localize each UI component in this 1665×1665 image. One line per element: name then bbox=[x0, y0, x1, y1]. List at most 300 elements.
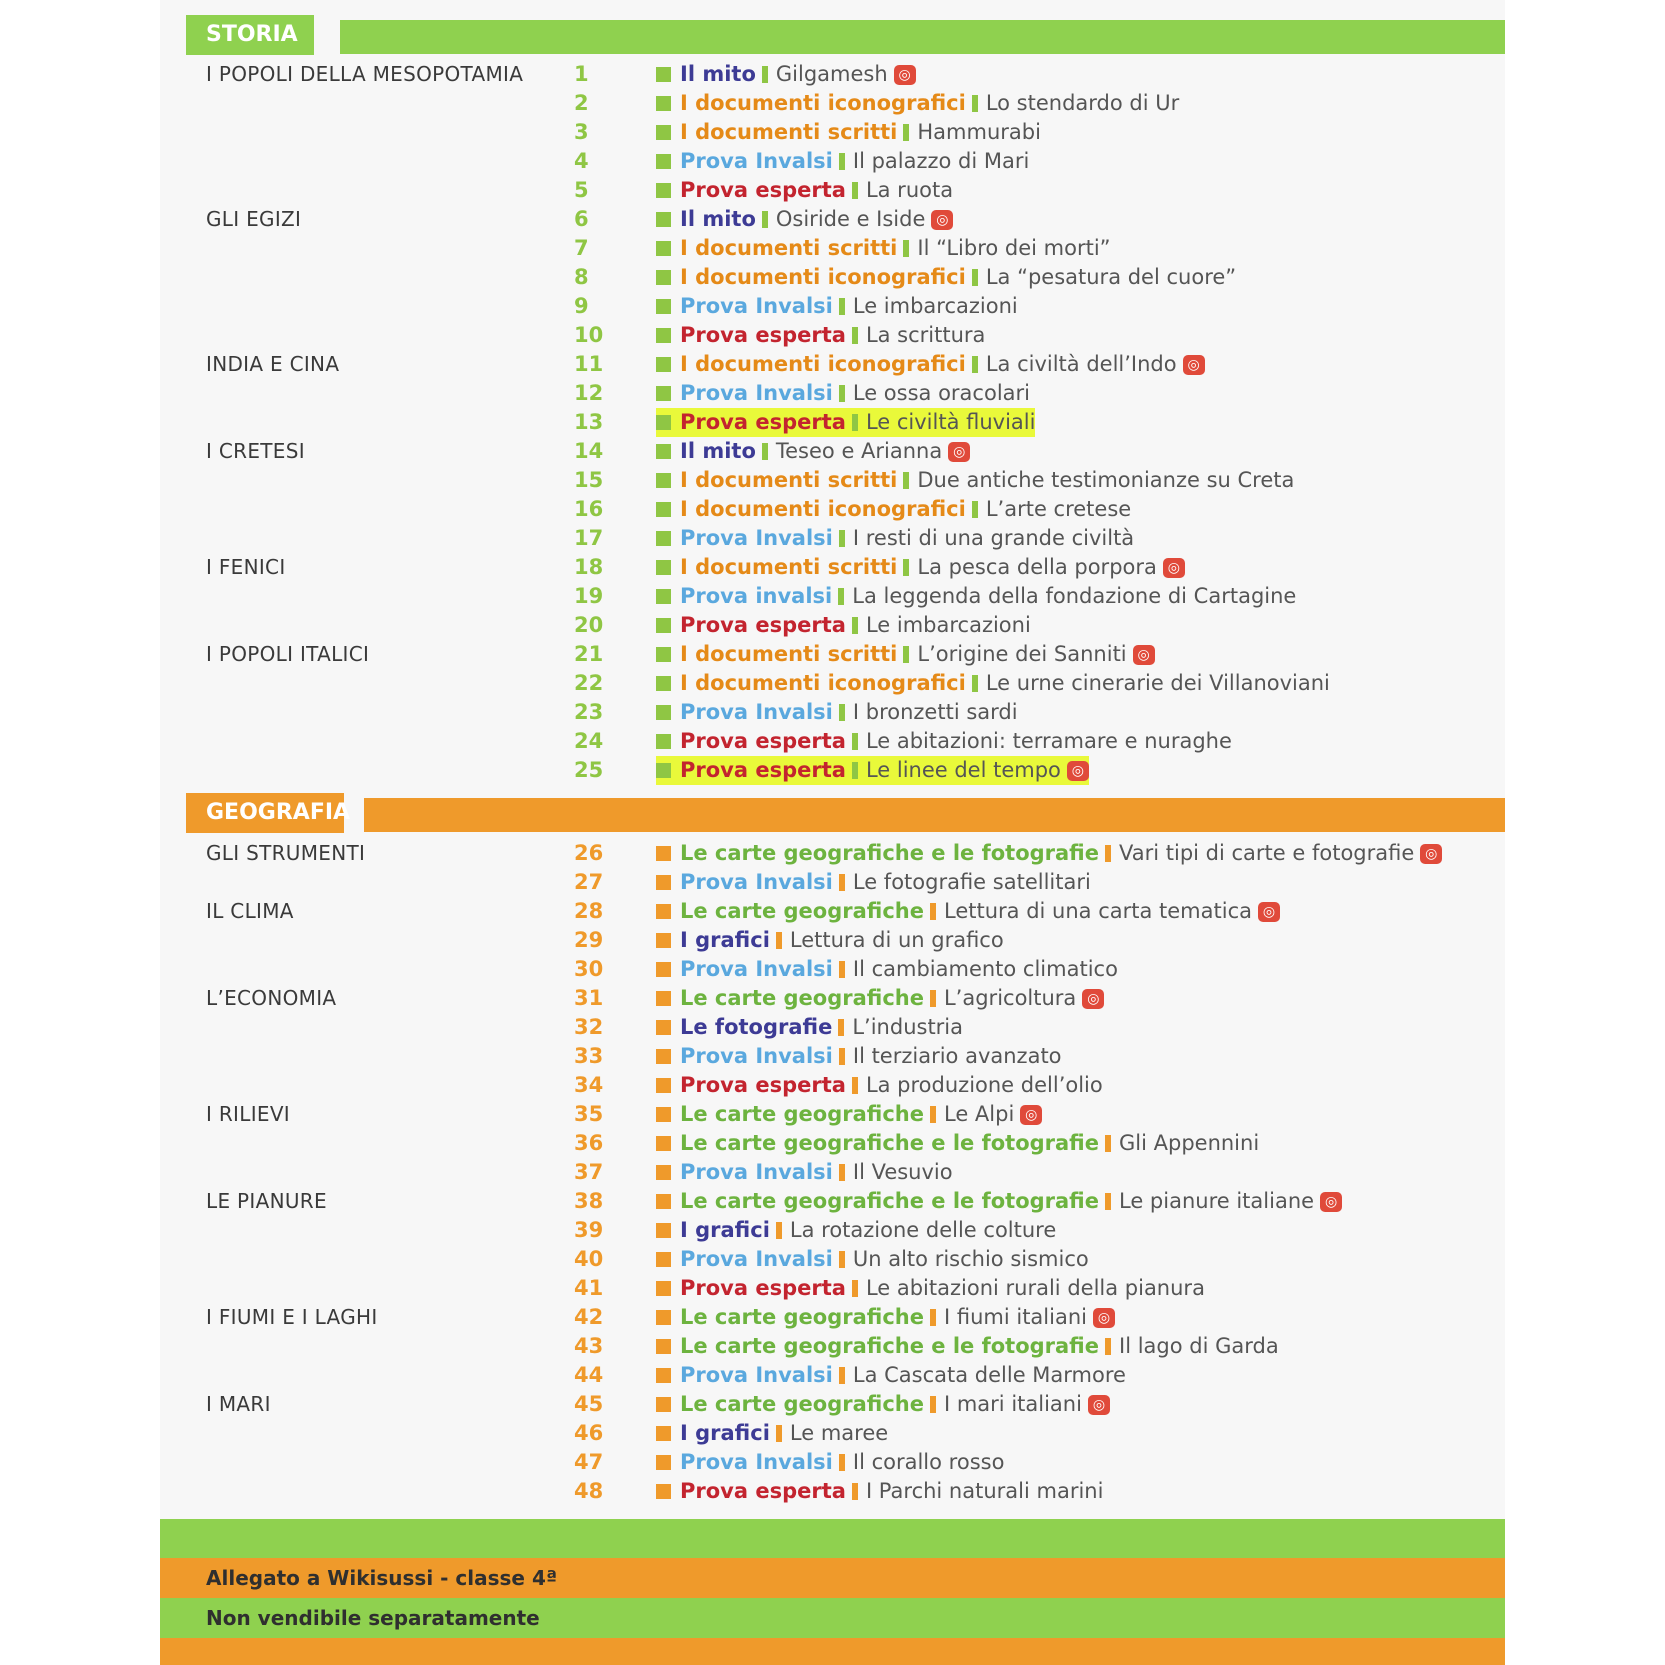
entry bbox=[656, 379, 1030, 408]
item-number: 3 bbox=[574, 120, 589, 144]
entry bbox=[656, 926, 1004, 955]
topic-label: I MARI bbox=[206, 1392, 271, 1416]
entry bbox=[656, 1013, 963, 1042]
bullet-square-icon bbox=[656, 705, 671, 720]
entry-title: Le Alpi bbox=[943, 1102, 1015, 1126]
footer-stripe-green bbox=[160, 1519, 1505, 1558]
bullet-square-icon bbox=[656, 299, 671, 314]
entry-category: Prova esperta bbox=[680, 323, 846, 347]
highlighted-entry bbox=[656, 756, 1089, 785]
bullet-square-icon bbox=[656, 386, 671, 401]
separator-bar-icon bbox=[839, 1164, 845, 1181]
entry bbox=[656, 263, 1236, 292]
item-number: 2 bbox=[574, 91, 589, 115]
entry-title: L’origine dei Sanniti bbox=[917, 642, 1127, 666]
item-number: 10 bbox=[574, 323, 604, 347]
entry-title: Le imbarcazioni bbox=[865, 613, 1031, 637]
item-number: 27 bbox=[574, 870, 604, 894]
entry bbox=[656, 1042, 1062, 1071]
item-number: 42 bbox=[574, 1305, 604, 1329]
entry bbox=[656, 1332, 1279, 1361]
separator-bar-icon bbox=[903, 240, 909, 257]
separator-bar-icon bbox=[1105, 1338, 1111, 1355]
item-number: 40 bbox=[574, 1247, 604, 1271]
bullet-square-icon bbox=[656, 1107, 671, 1122]
digital-resource-icon[interactable]: ◎ bbox=[894, 65, 916, 85]
entry-category: I documenti iconografici bbox=[680, 497, 966, 521]
bullet-square-icon bbox=[656, 183, 671, 198]
entry bbox=[656, 495, 1131, 524]
item-number: 30 bbox=[574, 957, 604, 981]
storia-header bbox=[160, 20, 1505, 54]
bullet-square-icon bbox=[656, 1310, 671, 1325]
bullet-square-icon bbox=[656, 241, 671, 256]
item-number: 38 bbox=[574, 1189, 604, 1213]
bullet-square-icon bbox=[656, 502, 671, 517]
entry bbox=[656, 839, 1442, 868]
bullet-square-icon bbox=[656, 1252, 671, 1267]
digital-resource-icon[interactable]: ◎ bbox=[1420, 844, 1442, 864]
digital-resource-icon[interactable]: ◎ bbox=[1020, 1105, 1042, 1125]
separator-bar-icon bbox=[776, 932, 782, 949]
topic-label: GLI STRUMENTI bbox=[206, 841, 366, 865]
entry-title: Il Vesuvio bbox=[852, 1160, 953, 1184]
entry bbox=[656, 640, 1155, 669]
item-number: 36 bbox=[574, 1131, 604, 1155]
digital-resource-icon[interactable]: ◎ bbox=[1320, 1192, 1342, 1212]
item-number: 12 bbox=[574, 381, 604, 405]
topic-label: L’ECONOMIA bbox=[206, 986, 337, 1010]
entry-title: Il cambiamento climatico bbox=[852, 957, 1118, 981]
footer-note-vendibile: Non vendibile separatamente bbox=[206, 1606, 540, 1630]
entry bbox=[656, 205, 953, 234]
geografia-heading: GEOGRAFIA bbox=[186, 793, 344, 833]
separator-bar-icon bbox=[930, 1396, 936, 1413]
separator-bar-icon bbox=[838, 1019, 844, 1036]
topic-label: GLI EGIZI bbox=[206, 207, 302, 231]
separator-bar-icon bbox=[839, 704, 845, 721]
separator-bar-icon bbox=[852, 617, 858, 634]
entry-category: I documenti iconografici bbox=[680, 352, 966, 376]
entry-category: Prova esperta bbox=[680, 1479, 846, 1503]
bullet-square-icon bbox=[656, 531, 671, 546]
digital-resource-icon[interactable]: ◎ bbox=[1088, 1395, 1110, 1415]
entry-title: Le ossa oracolari bbox=[852, 381, 1030, 405]
separator-bar-icon bbox=[839, 153, 845, 170]
entry-title: La Cascata delle Marmore bbox=[852, 1363, 1126, 1387]
separator-bar-icon bbox=[930, 903, 936, 920]
entry-category: I documenti scritti bbox=[680, 555, 898, 579]
entry-title: La leggenda della fondazione di Cartagine bbox=[852, 584, 1297, 608]
item-number: 39 bbox=[574, 1218, 604, 1242]
entry-category: Prova invalsi bbox=[680, 584, 833, 608]
item-number: 5 bbox=[574, 178, 589, 202]
entry-category: I grafici bbox=[680, 1218, 770, 1242]
separator-bar-icon bbox=[972, 675, 978, 692]
separator-bar-icon bbox=[776, 1222, 782, 1239]
item-number: 21 bbox=[574, 642, 604, 666]
separator-bar-icon bbox=[839, 961, 845, 978]
bullet-square-icon bbox=[656, 1020, 671, 1035]
item-number: 31 bbox=[574, 986, 604, 1010]
separator-bar-icon bbox=[852, 1280, 858, 1297]
separator-bar-icon bbox=[903, 646, 909, 663]
topic-label: IL CLIMA bbox=[206, 899, 294, 923]
entry-category: Le carte geografiche bbox=[680, 1305, 924, 1329]
item-number: 25 bbox=[574, 758, 604, 782]
storia-heading: STORIA bbox=[186, 15, 314, 55]
entry bbox=[656, 868, 1091, 897]
entry-category: I documenti iconografici bbox=[680, 671, 966, 695]
separator-bar-icon bbox=[762, 211, 768, 228]
entry-title: La pesca della porpora bbox=[917, 555, 1157, 579]
footer-note-allegato: Allegato a Wikisussi - classe 4ª bbox=[206, 1566, 558, 1590]
entry-title: Il corallo rosso bbox=[852, 1450, 1005, 1474]
entry-title: La “pesatura del cuore” bbox=[985, 265, 1237, 289]
separator-bar-icon bbox=[852, 1483, 858, 1500]
entry bbox=[656, 1216, 1056, 1245]
bullet-square-icon bbox=[656, 734, 671, 749]
entry-category: Prova esperta bbox=[680, 758, 846, 782]
entry-title: Hammurabi bbox=[917, 120, 1041, 144]
entry bbox=[656, 1448, 1004, 1477]
entry bbox=[656, 60, 916, 89]
entry-title: Le civiltà fluviali bbox=[865, 410, 1036, 434]
digital-resource-icon[interactable]: ◎ bbox=[1093, 1308, 1115, 1328]
entry bbox=[656, 553, 1185, 582]
item-number: 26 bbox=[574, 841, 604, 865]
footer-stripe-orange-2 bbox=[160, 1638, 1505, 1665]
topic-label: I RILIEVI bbox=[206, 1102, 291, 1126]
topic-label: I CRETESI bbox=[206, 439, 305, 463]
entry bbox=[656, 698, 1018, 727]
separator-bar-icon bbox=[903, 124, 909, 141]
entry bbox=[656, 524, 1134, 553]
digital-resource-icon[interactable]: ◎ bbox=[1163, 558, 1185, 578]
entry-category: Le carte geografiche e le fotografie bbox=[680, 1334, 1099, 1358]
item-number: 22 bbox=[574, 671, 604, 695]
separator-bar-icon bbox=[903, 559, 909, 576]
entry-category: Prova Invalsi bbox=[680, 957, 833, 981]
bullet-square-icon bbox=[656, 1223, 671, 1238]
digital-resource-icon[interactable]: ◎ bbox=[948, 442, 970, 462]
entry-category: Le carte geografiche bbox=[680, 899, 924, 923]
entry bbox=[656, 321, 985, 350]
entry-title: La ruota bbox=[865, 178, 954, 202]
item-number: 24 bbox=[574, 729, 604, 753]
separator-bar-icon bbox=[839, 1367, 845, 1384]
entry bbox=[656, 466, 1294, 495]
bullet-square-icon bbox=[656, 846, 671, 861]
entry bbox=[656, 1158, 953, 1187]
separator-bar-icon bbox=[839, 1251, 845, 1268]
separator-bar-icon bbox=[762, 443, 768, 460]
entry bbox=[656, 984, 1104, 1013]
separator-bar-icon bbox=[930, 1309, 936, 1326]
entry-title: La rotazione delle colture bbox=[789, 1218, 1057, 1242]
bullet-square-icon bbox=[656, 904, 671, 919]
separator-bar-icon bbox=[852, 182, 858, 199]
item-number: 13 bbox=[574, 410, 604, 434]
entry-category: Il mito bbox=[680, 439, 756, 463]
bullet-square-icon bbox=[656, 560, 671, 575]
entry bbox=[656, 1361, 1126, 1390]
digital-resource-icon[interactable]: ◎ bbox=[931, 210, 953, 230]
entry-title: Le pianure italiane bbox=[1119, 1189, 1315, 1213]
topic-label: I FIUMI E I LAGHI bbox=[206, 1305, 378, 1329]
entry-title: Lo stendardo di Ur bbox=[985, 91, 1180, 115]
entry-category: Le carte geografiche e le fotografie bbox=[680, 841, 1099, 865]
bullet-square-icon bbox=[656, 1368, 671, 1383]
separator-bar-icon bbox=[852, 327, 858, 344]
entry bbox=[656, 176, 953, 205]
entry-category: I documenti iconografici bbox=[680, 265, 966, 289]
item-number: 32 bbox=[574, 1015, 604, 1039]
geografia-header bbox=[160, 798, 1505, 832]
digital-resource-icon[interactable]: ◎ bbox=[1183, 355, 1205, 375]
entry bbox=[656, 669, 1330, 698]
highlighted-entry bbox=[656, 408, 1035, 437]
bullet-square-icon bbox=[656, 933, 671, 948]
bullet-square-icon bbox=[656, 1339, 671, 1354]
digital-resource-icon[interactable]: ◎ bbox=[1133, 645, 1155, 665]
entry-title: I fiumi italiani bbox=[943, 1305, 1087, 1329]
entry-title: L’agricoltura bbox=[943, 986, 1077, 1010]
item-number: 7 bbox=[574, 236, 589, 260]
entry-title: Le maree bbox=[789, 1421, 889, 1445]
entry-category: Prova Invalsi bbox=[680, 149, 833, 173]
separator-bar-icon bbox=[1105, 1193, 1111, 1210]
entry bbox=[656, 147, 1029, 176]
separator-bar-icon bbox=[1105, 845, 1111, 862]
entry-title: Le fotografie satellitari bbox=[852, 870, 1091, 894]
entry bbox=[656, 118, 1041, 147]
storia-header-bar bbox=[340, 20, 1505, 54]
entry-title: La civiltà dell’Indo bbox=[985, 352, 1177, 376]
entry bbox=[656, 897, 1280, 926]
separator-bar-icon bbox=[839, 874, 845, 891]
entry bbox=[656, 1129, 1259, 1158]
separator-bar-icon bbox=[930, 1106, 936, 1123]
entry bbox=[656, 234, 1111, 263]
digital-resource-icon[interactable]: ◎ bbox=[1258, 902, 1280, 922]
entry-category: Il mito bbox=[680, 207, 756, 231]
bullet-square-icon bbox=[656, 96, 671, 111]
digital-resource-icon[interactable]: ◎ bbox=[1082, 989, 1104, 1009]
topic-label: I POPOLI ITALICI bbox=[206, 642, 370, 666]
item-number: 4 bbox=[574, 149, 589, 173]
separator-bar-icon bbox=[852, 414, 858, 431]
item-number: 9 bbox=[574, 294, 589, 318]
separator-bar-icon bbox=[852, 1077, 858, 1094]
item-number: 45 bbox=[574, 1392, 604, 1416]
entry-category: Prova Invalsi bbox=[680, 1247, 833, 1271]
entry-category: Le fotografie bbox=[680, 1015, 833, 1039]
bullet-square-icon bbox=[656, 1426, 671, 1441]
entry-category: I grafici bbox=[680, 928, 770, 952]
separator-bar-icon bbox=[972, 501, 978, 518]
entry-category: Prova Invalsi bbox=[680, 526, 833, 550]
item-number: 11 bbox=[574, 352, 604, 376]
entry-category: Prova esperta bbox=[680, 729, 846, 753]
entry bbox=[656, 727, 1232, 756]
bullet-square-icon bbox=[656, 618, 671, 633]
entry-category: Prova Invalsi bbox=[680, 294, 833, 318]
entry-category: I documenti scritti bbox=[680, 468, 898, 492]
bullet-square-icon bbox=[656, 763, 671, 778]
item-number: 14 bbox=[574, 439, 604, 463]
page bbox=[160, 0, 1505, 1665]
entry-category: Prova Invalsi bbox=[680, 381, 833, 405]
entry-category: Prova Invalsi bbox=[680, 1363, 833, 1387]
entry-title: Un alto rischio sismico bbox=[852, 1247, 1089, 1271]
entry bbox=[656, 1274, 1205, 1303]
separator-bar-icon bbox=[972, 95, 978, 112]
item-number: 17 bbox=[574, 526, 604, 550]
item-number: 34 bbox=[574, 1073, 604, 1097]
entry-category: Prova esperta bbox=[680, 1276, 846, 1300]
entry-category: Prova Invalsi bbox=[680, 700, 833, 724]
item-number: 46 bbox=[574, 1421, 604, 1445]
entry-title: Le imbarcazioni bbox=[852, 294, 1018, 318]
bullet-square-icon bbox=[656, 415, 671, 430]
bullet-square-icon bbox=[656, 589, 671, 604]
item-number: 23 bbox=[574, 700, 604, 724]
entry-title: La produzione dell’olio bbox=[865, 1073, 1103, 1097]
entry-title: Le linee del tempo bbox=[865, 758, 1061, 782]
entry bbox=[656, 611, 1031, 640]
entry-title: I resti di una grande civiltà bbox=[852, 526, 1135, 550]
entry-title: Vari tipi di carte e fotografie bbox=[1119, 841, 1415, 865]
entry bbox=[656, 1419, 888, 1448]
entry-category: Prova Invalsi bbox=[680, 1044, 833, 1068]
bullet-square-icon bbox=[656, 1281, 671, 1296]
entry-title: Le urne cinerarie dei Villanoviani bbox=[985, 671, 1330, 695]
item-number: 15 bbox=[574, 468, 604, 492]
separator-bar-icon bbox=[762, 66, 768, 83]
separator-bar-icon bbox=[839, 530, 845, 547]
entry-title: Osiride e Iside bbox=[775, 207, 926, 231]
footer-stripe-orange bbox=[160, 1558, 1505, 1598]
entry bbox=[656, 89, 1179, 118]
bullet-square-icon bbox=[656, 676, 671, 691]
bullet-square-icon bbox=[656, 962, 671, 977]
entry-category: I documenti scritti bbox=[680, 236, 898, 260]
item-number: 8 bbox=[574, 265, 589, 289]
entry-category: I documenti scritti bbox=[680, 120, 898, 144]
entry bbox=[656, 1071, 1103, 1100]
separator-bar-icon bbox=[972, 356, 978, 373]
bullet-square-icon bbox=[656, 1078, 671, 1093]
entry-category: Le carte geografiche e le fotografie bbox=[680, 1131, 1099, 1155]
item-number: 28 bbox=[574, 899, 604, 923]
item-number: 33 bbox=[574, 1044, 604, 1068]
entry bbox=[656, 582, 1296, 611]
separator-bar-icon bbox=[839, 1048, 845, 1065]
separator-bar-icon bbox=[972, 269, 978, 286]
entry-title: La scrittura bbox=[865, 323, 986, 347]
separator-bar-icon bbox=[930, 990, 936, 1007]
entry-title: Le abitazioni rurali della pianura bbox=[865, 1276, 1205, 1300]
item-number: 19 bbox=[574, 584, 604, 608]
separator-bar-icon bbox=[852, 762, 858, 779]
separator-bar-icon bbox=[776, 1425, 782, 1442]
entry bbox=[656, 1187, 1342, 1216]
item-number: 48 bbox=[574, 1479, 604, 1503]
entry bbox=[656, 1390, 1110, 1419]
separator-bar-icon bbox=[903, 472, 909, 489]
bullet-square-icon bbox=[656, 1484, 671, 1499]
bullet-square-icon bbox=[656, 1455, 671, 1470]
item-number: 35 bbox=[574, 1102, 604, 1126]
separator-bar-icon bbox=[839, 298, 845, 315]
entry-title: L’industria bbox=[852, 1015, 964, 1039]
bullet-square-icon bbox=[656, 875, 671, 890]
bullet-square-icon bbox=[656, 328, 671, 343]
entry-category: Il mito bbox=[680, 62, 756, 86]
entry-title: Due antiche testimonianze su Creta bbox=[917, 468, 1295, 492]
entry bbox=[656, 1303, 1115, 1332]
entry-category: Le carte geografiche e le fotografie bbox=[680, 1189, 1099, 1213]
separator-bar-icon bbox=[839, 385, 845, 402]
entry-title: I mari italiani bbox=[943, 1392, 1082, 1416]
bullet-square-icon bbox=[656, 473, 671, 488]
entry bbox=[656, 1100, 1042, 1129]
topic-label: I POPOLI DELLA MESOPOTAMIA bbox=[206, 62, 524, 86]
item-number: 20 bbox=[574, 613, 604, 637]
item-number: 16 bbox=[574, 497, 604, 521]
entry bbox=[656, 437, 970, 466]
item-number: 37 bbox=[574, 1160, 604, 1184]
item-number: 44 bbox=[574, 1363, 604, 1387]
entry-category: Prova Invalsi bbox=[680, 870, 833, 894]
separator-bar-icon bbox=[1105, 1135, 1111, 1152]
digital-resource-icon[interactable]: ◎ bbox=[1067, 761, 1089, 781]
entry-title: Lettura di una carta tematica bbox=[943, 899, 1252, 923]
entry bbox=[656, 350, 1205, 379]
bullet-square-icon bbox=[656, 125, 671, 140]
entry-category: I grafici bbox=[680, 1421, 770, 1445]
entry-title: Il lago di Garda bbox=[1119, 1334, 1279, 1358]
entry bbox=[656, 292, 1018, 321]
bullet-square-icon bbox=[656, 1136, 671, 1151]
entry bbox=[656, 1477, 1103, 1506]
entry-category: Prova Invalsi bbox=[680, 1450, 833, 1474]
entry-title: I Parchi naturali marini bbox=[865, 1479, 1104, 1503]
item-number: 18 bbox=[574, 555, 604, 579]
entry-category: Le carte geografiche bbox=[680, 1102, 924, 1126]
item-number: 41 bbox=[574, 1276, 604, 1300]
bullet-square-icon bbox=[656, 357, 671, 372]
entry-title: Il terziario avanzato bbox=[852, 1044, 1062, 1068]
item-number: 1 bbox=[574, 62, 589, 86]
topic-label: LE PIANURE bbox=[206, 1189, 327, 1213]
entry-category: Prova Invalsi bbox=[680, 1160, 833, 1184]
bullet-square-icon bbox=[656, 444, 671, 459]
entry-category: Prova esperta bbox=[680, 1073, 846, 1097]
bullet-square-icon bbox=[656, 1397, 671, 1412]
entry-category: Le carte geografiche bbox=[680, 986, 924, 1010]
entry bbox=[656, 1245, 1089, 1274]
entry-category: Le carte geografiche bbox=[680, 1392, 924, 1416]
separator-bar-icon bbox=[839, 1454, 845, 1471]
entry-title: Il “Libro dei morti” bbox=[917, 236, 1111, 260]
entry-category: Prova esperta bbox=[680, 178, 846, 202]
topic-label: INDIA E CINA bbox=[206, 352, 340, 376]
bullet-square-icon bbox=[656, 1194, 671, 1209]
entry bbox=[656, 955, 1118, 984]
bullet-square-icon bbox=[656, 270, 671, 285]
